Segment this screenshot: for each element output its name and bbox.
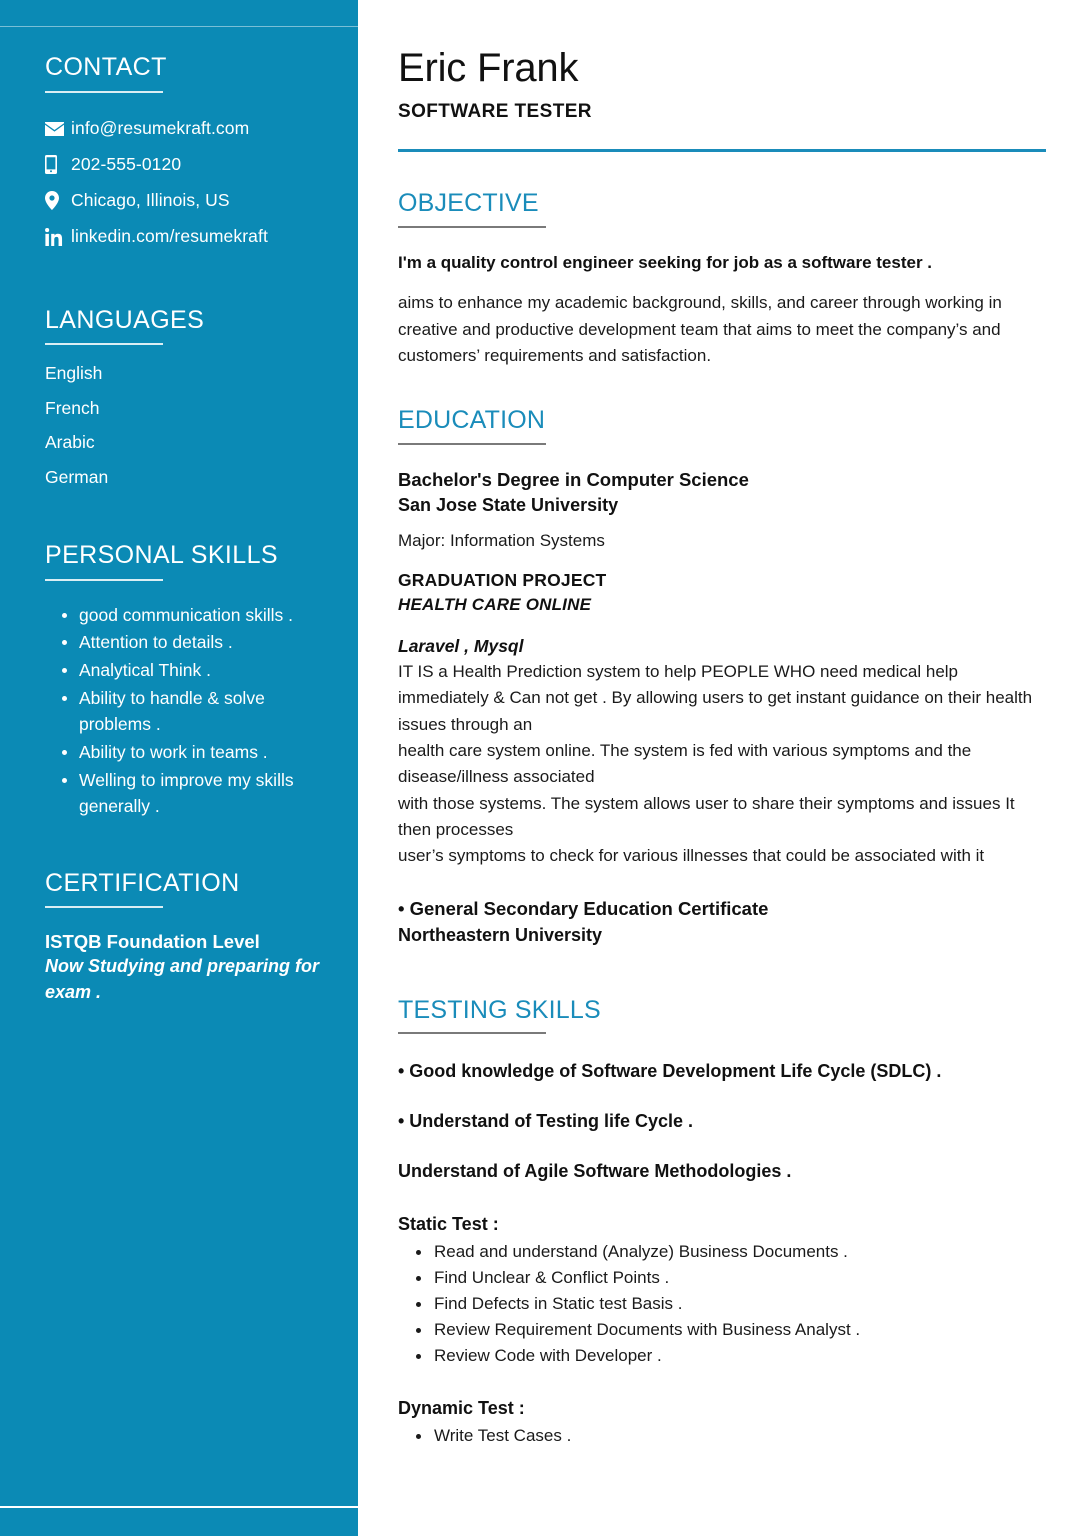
- contact-item-location[interactable]: [45, 189, 324, 213]
- list-item: Ability to work in teams .: [45, 740, 324, 766]
- languages-heading: LANGUAGES: [45, 305, 205, 334]
- objective-body: aims to enhance my academic background, skills, and career through working in creative and productive development team that aims to meet the company’s and customers’ requirements and satisfaction.: [398, 293, 1002, 365]
- contact-item-linkedin[interactable]: [45, 225, 324, 249]
- location-pin-icon: [45, 191, 71, 210]
- list-item: Review Requirement Documents with Business Analyst .: [398, 1317, 1046, 1343]
- list-item: Read and understand (Analyze) Business Documents .: [398, 1239, 1046, 1265]
- objective-heading-underline: [398, 226, 546, 228]
- list-item: Attention to details .: [45, 630, 324, 656]
- certification-section: [45, 822, 324, 1006]
- education-second-school: Northeastern University: [398, 925, 603, 946]
- certification-title: ISTQB Foundation Level: [45, 931, 260, 953]
- header-divider: [398, 149, 1046, 152]
- testing-skills-heading: TESTING SKILLS: [398, 995, 601, 1024]
- certification-heading: CERTIFICATION: [45, 868, 240, 897]
- list-item: Write Test Cases .: [398, 1423, 1046, 1449]
- dynamic-test-list: [398, 1423, 1046, 1449]
- contact-email-text: info@resumekraft.com: [71, 118, 250, 138]
- education-major: Major: Information Systems: [398, 530, 605, 550]
- contact-item-email[interactable]: [45, 117, 324, 141]
- project-tech-stack: Laravel , Mysql: [398, 636, 524, 657]
- list-item: English: [45, 363, 103, 383]
- personal-skills-list: [45, 603, 324, 820]
- static-test-list: [398, 1239, 1046, 1369]
- education-second-entry: • General Secondary Education Certificate: [398, 897, 769, 919]
- languages-heading-underline: [45, 343, 163, 345]
- list-item: Welling to improve my skills generally .: [45, 768, 324, 820]
- envelope-icon: [45, 122, 71, 136]
- education-degree: Bachelor's Degree in Computer Science: [398, 468, 749, 490]
- project-description-line: IT IS a Health Prediction system to help PEOPLE WHO need medical help immediately & Can not get . By allowing users to get instant guidance on their health issues through an: [398, 661, 1033, 734]
- list-item: Find Defects in Static test Basis .: [398, 1291, 1046, 1317]
- personal-skills-heading-underline: [45, 579, 163, 581]
- mobile-phone-icon: [45, 155, 71, 174]
- contact-location-text: Chicago, Illinois, US: [71, 190, 230, 210]
- list-item: good communication skills .: [45, 603, 324, 629]
- contact-section: [45, 0, 324, 249]
- testing-skill-line: Understand of Agile Software Methodologies .: [398, 1161, 792, 1182]
- testing-skills-heading-underline: [398, 1032, 546, 1034]
- education-section: [398, 407, 1046, 948]
- list-item: French: [45, 397, 100, 418]
- list-item: German: [45, 466, 109, 487]
- page-title: Eric Frank: [398, 46, 579, 90]
- testing-skill-line: • Good knowledge of Software Development Life Cycle (SDLC) .: [398, 1061, 942, 1082]
- sidebar: [0, 0, 358, 1536]
- testing-skills-section: [398, 997, 1046, 1449]
- list-item: Find Unclear & Conflict Points .: [398, 1265, 1046, 1291]
- contact-item-phone[interactable]: [45, 153, 324, 177]
- education-heading-underline: [398, 443, 546, 445]
- contact-heading: CONTACT: [45, 53, 167, 81]
- main-content: [358, 0, 1086, 1536]
- job-title: SOFTWARE TESTER: [398, 101, 592, 122]
- contact-list: [45, 117, 324, 249]
- list-item: Review Code with Developer .: [398, 1343, 1046, 1369]
- education-school: San Jose State University: [398, 495, 619, 516]
- contact-linkedin-text: linkedin.com/resumekraft: [71, 226, 268, 246]
- sidebar-bottom-divider: [0, 1506, 358, 1508]
- dynamic-test-title: Dynamic Test :: [398, 1397, 525, 1418]
- personal-skills-section: [45, 503, 324, 820]
- project-description-line: with those systems. The system allows user to share their symptoms and issues It then processes: [398, 793, 1015, 839]
- certification-heading-underline: [45, 906, 163, 908]
- project-description-line: user’s symptoms to check for various illnesses that could be associated with it: [398, 846, 985, 866]
- contact-phone-text: 202-555-0120: [71, 154, 182, 174]
- objective-heading: OBJECTIVE: [398, 189, 539, 217]
- testing-skill-line: • Understand of Testing life Cycle .: [398, 1111, 694, 1132]
- list-item: Arabic: [45, 432, 95, 452]
- project-description-line: health care system online. The system is fed with various symptoms and the disease/illness associated: [398, 740, 972, 787]
- contact-heading-underline: [45, 91, 163, 93]
- objective-lead: I'm a quality control engineer seeking for job as a software tester .: [398, 252, 933, 272]
- list-item: Analytical Think .: [45, 658, 324, 684]
- personal-skills-heading: PERSONAL SKILLS: [45, 541, 278, 569]
- education-heading: EDUCATION: [398, 406, 546, 435]
- certification-subtitle: Now Studying and preparing for exam .: [45, 956, 319, 1002]
- project-description: [398, 659, 1046, 870]
- languages-section: [45, 261, 324, 487]
- linkedin-icon: [45, 228, 71, 246]
- list-item: Ability to handle & solve problems .: [45, 686, 324, 738]
- graduation-project-label: GRADUATION PROJECT: [398, 570, 607, 591]
- objective-section: [398, 190, 1046, 369]
- languages-list: [45, 365, 324, 486]
- static-test-title: Static Test :: [398, 1213, 499, 1234]
- graduation-project-name: HEALTH CARE ONLINE: [398, 595, 592, 615]
